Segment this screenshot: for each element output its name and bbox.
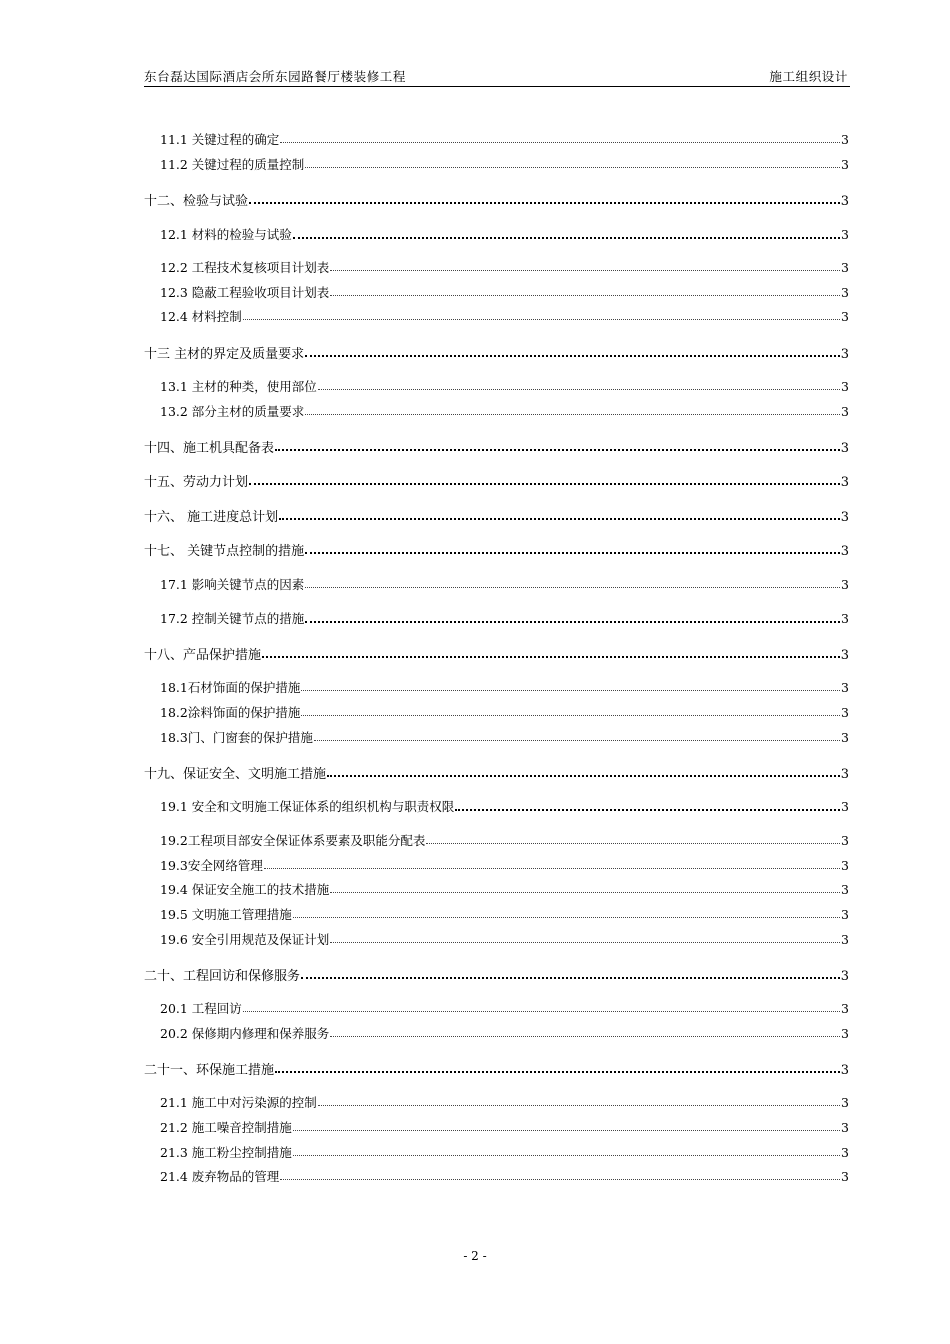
toc-dot-leader <box>330 1035 840 1037</box>
toc-dot-leader <box>318 388 840 390</box>
toc-entry-label: 13.1 主材的种类，使用部位 <box>160 379 317 394</box>
toc-entry-page: 3 <box>841 260 849 275</box>
toc-entry-page: 3 <box>841 611 849 626</box>
toc-entry[interactable] <box>160 856 849 874</box>
toc-entry-label: 19.3安全网络管理 <box>160 858 263 873</box>
toc-dot-leader <box>293 236 840 239</box>
toc-entry-label: 21.1 施工中对污染源的控制 <box>160 1095 317 1110</box>
toc-entry-label: 二十一、环保施工措施 <box>144 1063 275 1078</box>
toc-entry-label: 11.2 关键过程的质量控制 <box>160 157 305 172</box>
toc-dot-leader <box>426 842 840 844</box>
toc-entry-page: 3 <box>841 132 849 147</box>
toc-entry-label: 13.2 部分主材的质量要求 <box>160 404 305 419</box>
toc-entry[interactable] <box>160 377 849 395</box>
toc-entry[interactable] <box>160 283 849 301</box>
toc-entry-label: 20.1 工程回访 <box>160 1001 242 1016</box>
toc-entry[interactable] <box>160 609 849 627</box>
toc-entry[interactable] <box>160 1118 849 1136</box>
toc-dot-leader <box>301 689 840 691</box>
toc-entry[interactable] <box>160 1143 849 1161</box>
toc-entry-page: 3 <box>840 347 849 362</box>
toc-entry-page: 3 <box>841 833 849 848</box>
toc-entry-page: 3 <box>841 157 849 172</box>
toc-dot-leader <box>301 714 840 716</box>
toc-entry[interactable] <box>160 402 849 420</box>
toc-dot-leader <box>305 354 840 357</box>
toc-entry[interactable] <box>160 307 849 325</box>
toc-entry-page: 3 <box>840 194 849 209</box>
toc-dot-leader <box>305 166 840 168</box>
toc-entry-label: 17.1 影响关键节点的因素 <box>160 577 305 592</box>
toc-entry-label: 十二、检验与试验 <box>144 194 249 209</box>
toc-entry[interactable] <box>144 190 849 209</box>
toc-entry-page: 3 <box>840 648 849 663</box>
document-title: 东台磊达国际酒店会所东园路餐厅楼装修工程 <box>144 69 407 84</box>
toc-entry-label: 18.3门、门窗套的保护措施 <box>160 730 313 745</box>
toc-dot-leader <box>305 620 840 623</box>
toc-dot-leader <box>293 916 840 918</box>
toc-entry-page: 3 <box>840 544 849 559</box>
toc-entry-page: 3 <box>841 907 849 922</box>
toc-dot-leader <box>330 269 840 271</box>
toc-entry[interactable] <box>160 880 849 898</box>
toc-entry-label: 12.2 工程技术复核项目计划表 <box>160 260 330 275</box>
toc-entry-label: 二十、工程回访和保修服务 <box>144 969 301 984</box>
toc-entry-label: 19.5 文明施工管理措施 <box>160 907 292 922</box>
toc-entry-page: 3 <box>840 1063 849 1078</box>
toc-entry-page: 3 <box>841 932 849 947</box>
toc-entry[interactable] <box>160 130 849 148</box>
toc-dot-leader <box>301 976 840 979</box>
toc-dot-leader <box>264 867 840 869</box>
toc-dot-leader <box>293 1129 840 1131</box>
toc-entry-page: 3 <box>840 767 849 782</box>
toc-entry-label: 20.2 保修期内修理和保养服务 <box>160 1026 330 1041</box>
toc-entry-page: 3 <box>841 1169 849 1184</box>
toc-dot-leader <box>293 1154 840 1156</box>
toc-entry-page: 3 <box>841 227 849 242</box>
toc-dot-leader <box>279 517 840 520</box>
toc-entry-label: 十五、劳动力计划 <box>144 475 249 490</box>
toc-entry-label: 19.6 安全引用规范及保证计划 <box>160 932 330 947</box>
toc-dot-leader <box>280 1178 840 1180</box>
toc-entry-label: 11.1 关键过程的确定 <box>160 132 280 147</box>
page-number: - 2 - <box>463 1249 487 1263</box>
toc-entry-page: 3 <box>841 404 849 419</box>
toc-entry-page: 3 <box>841 577 849 592</box>
toc-entry-label: 十八、产品保护措施 <box>144 648 262 663</box>
toc-entry-page: 3 <box>841 730 849 745</box>
toc-dot-leader <box>249 482 840 485</box>
toc-dot-leader <box>455 808 840 811</box>
toc-entry[interactable] <box>160 999 849 1017</box>
toc-entry-page: 3 <box>841 858 849 873</box>
toc-entry-label: 十四、施工机具配备表 <box>144 441 275 456</box>
toc-entry[interactable] <box>160 905 849 923</box>
toc-dot-leader <box>243 1010 840 1012</box>
toc-entry[interactable] <box>144 965 849 984</box>
toc-entry[interactable] <box>160 1093 849 1111</box>
toc-dot-leader <box>330 891 840 893</box>
toc-dot-leader <box>262 655 840 658</box>
toc-entry[interactable] <box>160 831 849 849</box>
toc-entry[interactable] <box>160 930 849 948</box>
toc-entry[interactable] <box>144 437 849 456</box>
toc-entry[interactable] <box>160 1024 849 1042</box>
toc-entry[interactable] <box>144 343 849 362</box>
toc-dot-leader <box>243 318 840 320</box>
toc-dot-leader <box>305 586 840 588</box>
toc-entry-page: 3 <box>840 475 849 490</box>
toc-entry-label: 十七、 关键节点控制的措施 <box>144 544 305 559</box>
toc-dot-leader <box>275 448 840 451</box>
toc-dot-leader <box>305 413 840 415</box>
toc-dot-leader <box>275 1070 840 1073</box>
section-title: 施工组织设计 <box>769 69 848 84</box>
toc-dot-leader <box>318 1104 840 1106</box>
toc-dot-leader <box>327 774 840 777</box>
toc-entry-page: 3 <box>841 680 849 695</box>
toc-entry-label: 18.2涂料饰面的保护措施 <box>160 705 301 720</box>
toc-entry-page: 3 <box>841 799 849 814</box>
toc-entry[interactable] <box>160 703 849 721</box>
toc-entry-label: 19.4 保证安全施工的技术措施 <box>160 882 330 897</box>
toc-entry[interactable] <box>160 575 849 593</box>
toc-entry-label: 18.1石材饰面的保护措施 <box>160 680 301 695</box>
toc-entry-page: 3 <box>841 1026 849 1041</box>
toc-dot-leader <box>314 739 840 741</box>
toc-entry-label: 十九、保证安全、文明施工措施 <box>144 767 327 782</box>
toc-entry[interactable] <box>144 763 849 782</box>
toc-entry[interactable] <box>160 728 849 746</box>
toc-entry[interactable] <box>144 471 849 490</box>
toc-entry[interactable] <box>160 258 849 276</box>
toc-entry-page: 3 <box>841 705 849 720</box>
toc-entry-label: 17.2 控制关键节点的措施 <box>160 611 305 626</box>
toc-entry[interactable] <box>160 155 849 173</box>
toc-dot-leader <box>249 201 840 204</box>
toc-entry-page: 3 <box>840 510 849 525</box>
toc-entry-label: 21.4 废弃物品的管理 <box>160 1169 280 1184</box>
toc-entry-label: 12.1 材料的检验与试验 <box>160 227 292 242</box>
toc-entry-page: 3 <box>840 969 849 984</box>
toc-entry[interactable] <box>144 1059 849 1078</box>
toc-entry-label: 19.2工程项目部安全保证体系要素及职能分配表 <box>160 833 426 848</box>
toc-entry[interactable] <box>160 678 849 696</box>
toc-entry-page: 3 <box>841 285 849 300</box>
toc-entry[interactable] <box>144 644 849 663</box>
toc-entry-page: 3 <box>840 441 849 456</box>
toc-dot-leader <box>330 941 840 943</box>
toc-entry[interactable] <box>144 540 849 559</box>
toc-entry-label: 十六、 施工进度总计划 <box>144 510 279 525</box>
toc-dot-leader <box>330 294 840 296</box>
toc-entry-label: 21.3 施工粉尘控制措施 <box>160 1145 292 1160</box>
toc-dot-leader <box>280 141 840 143</box>
toc-entry-label: 19.1 安全和文明施工保证体系的组织机构与职责权限 <box>160 799 455 814</box>
toc-entry-page: 3 <box>841 1120 849 1135</box>
toc-entry-page: 3 <box>841 309 849 324</box>
toc-entry[interactable] <box>160 1167 849 1185</box>
toc-entry[interactable] <box>160 797 849 815</box>
toc-entry-label: 十三 主材的界定及质量要求 <box>144 347 305 362</box>
toc-dot-leader <box>305 551 840 554</box>
toc-entry-page: 3 <box>841 882 849 897</box>
toc-entry-label: 12.4 材料控制 <box>160 309 242 324</box>
toc-entry[interactable] <box>144 506 849 525</box>
toc-entry-label: 21.2 施工噪音控制措施 <box>160 1120 292 1135</box>
toc-entry-page: 3 <box>841 1001 849 1016</box>
toc-entry[interactable] <box>160 225 849 243</box>
toc-entry-page: 3 <box>841 1145 849 1160</box>
toc-entry-page: 3 <box>841 1095 849 1110</box>
toc-entry-page: 3 <box>841 379 849 394</box>
toc-entry-label: 12.3 隐蔽工程验收项目计划表 <box>160 285 330 300</box>
